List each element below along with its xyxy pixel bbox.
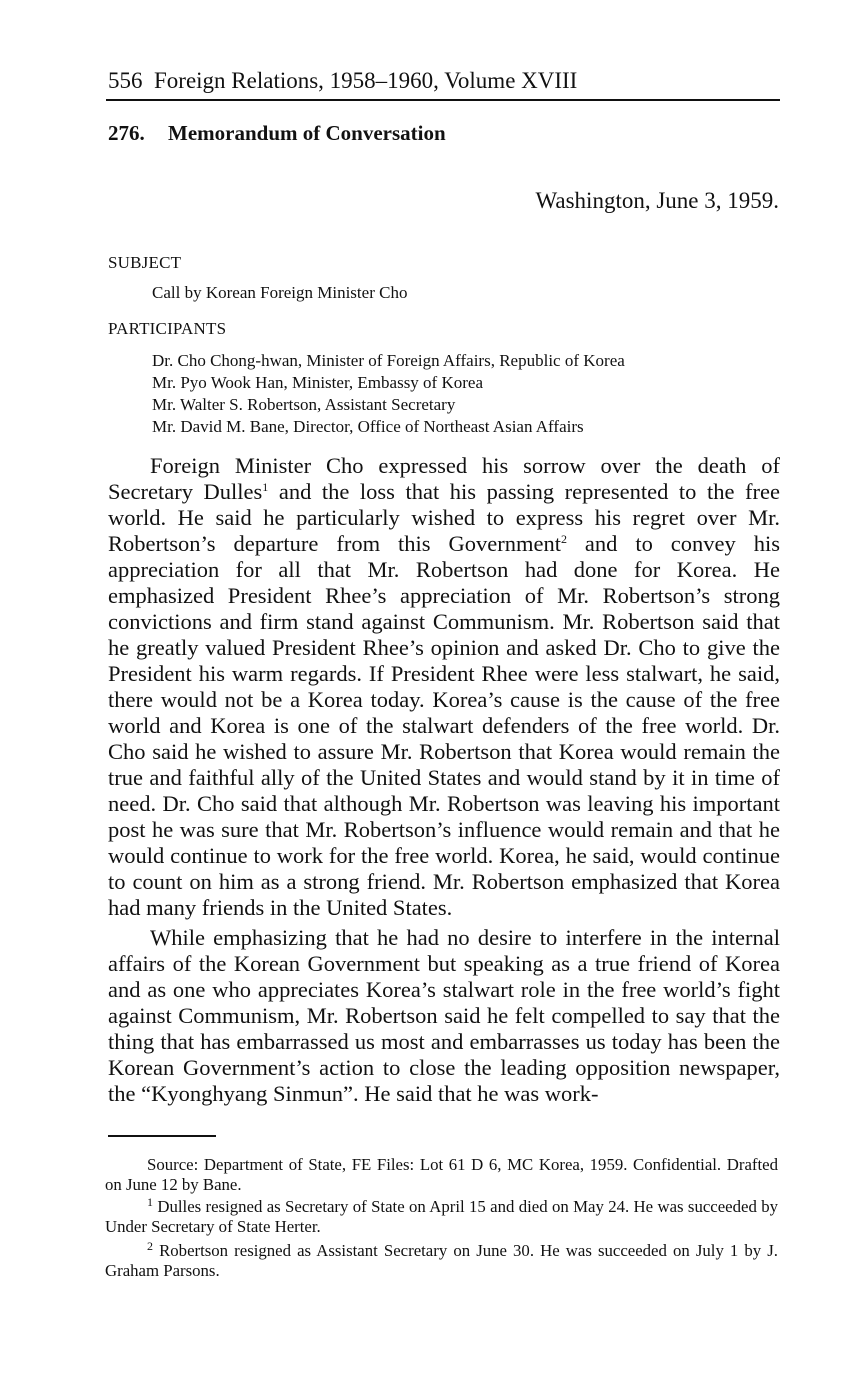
subject-text: Call by Korean Foreign Minister Cho: [152, 283, 408, 302]
running-header: [108, 66, 780, 96]
footnote-2: [105, 1241, 778, 1281]
participant-item: Mr. David M. Bane, Director, Office of Northeast Asian Affairs: [152, 417, 584, 436]
footnote-marker: 2: [147, 1239, 153, 1253]
dateline: Washington, June 3, 1959.: [535, 188, 779, 213]
page-number: 556: [108, 68, 143, 93]
footnote-text: Robertson resigned as Assistant Secretary on June 30. He was succeeded on July 1 by J. Graham Parsons.: [105, 1241, 778, 1280]
footnote-text: Dulles resigned as Secretary of State on April 15 and died on May 24. He was succeeded by Under Secretary of State Herter.: [105, 1197, 778, 1236]
participant-item: Mr. Walter S. Robertson, Assistant Secretary: [152, 395, 456, 414]
subject-label: SUBJECT: [108, 253, 182, 272]
footnote-marker: 1: [147, 1195, 153, 1209]
footnote-ref-1[interactable]: 1: [262, 480, 269, 494]
participants-list: [152, 350, 625, 438]
document-title: Memorandum of Conversation: [168, 121, 446, 145]
body-paragraph-2: While emphasizing that he had no desire to interfere in the internal affairs of the Korean Government but speaking as a true friend of Korea and as one who appreciates Korea’s stalwart role in the free world’s fight against Communism, Mr. Robertson said he felt compelled to say that the thing that has embarrassed us most and embarrasses us today has been the Korean Government’s action to close the leading opposition newspaper, the “Kyonghyang Sinmun”. He said that he was work-: [108, 925, 780, 1106]
body-paragraph-1: [108, 453, 780, 921]
document-heading: [108, 121, 446, 146]
footnote-1: [105, 1197, 778, 1237]
document-number: 276.: [108, 121, 145, 145]
paragraph-text: and the loss that his passing represented to the free world. He said he particularly wished to express his regret over Mr. Robertson’s departure from this Government: [108, 479, 780, 556]
series-title: Foreign Relations, 1958–1960, Volume XVIII: [154, 68, 578, 93]
footnote-rule: [108, 1135, 216, 1137]
header-rule: [106, 99, 780, 101]
paragraph-text: and to convey his appreciation for all that Mr. Robertson had done for Korea. He emphasized President Rhee’s appreciation of Mr. Robertson’s strong convictions and firm stand against Communism. Mr. Robertson said that he greatly valued President Rhee’s opinion and asked Dr. Cho to give the President his warm regards. If President Rhee were less stalwart, he said, there would not be a Korea today. Korea’s cause is the cause of the free world and Korea is one of the stalwart defenders of the free world. Dr. Cho said he wished to assure Mr. Robertson that Korea would remain the true and faithful ally of the United States and would stand by it in time of need. Dr. Cho said that although Mr. Robertson was leaving his important post he was sure that Mr. Robertson’s influence would remain and that he would continue to work for the free world. Korea, he said, would continue to count on him as a strong friend. Mr. Robertson emphasized that Korea had many friends in the United States.: [108, 531, 780, 920]
participant-item: Dr. Cho Chong-hwan, Minister of Foreign Affairs, Republic of Korea: [152, 351, 625, 370]
participants-label: PARTICIPANTS: [108, 319, 227, 338]
paragraph-text: Foreign Minister Cho expressed his sorrow over the death of Secretary Dulles: [108, 453, 780, 504]
participant-item: Mr. Pyo Wook Han, Minister, Embassy of Korea: [152, 373, 483, 392]
footnote-source: Source: Department of State, FE Files: Lot 61 D 6, MC Korea, 1959. Confidential. Drafted on June 12 by Bane.: [105, 1155, 778, 1194]
footnote-ref-2[interactable]: 2: [560, 532, 567, 546]
